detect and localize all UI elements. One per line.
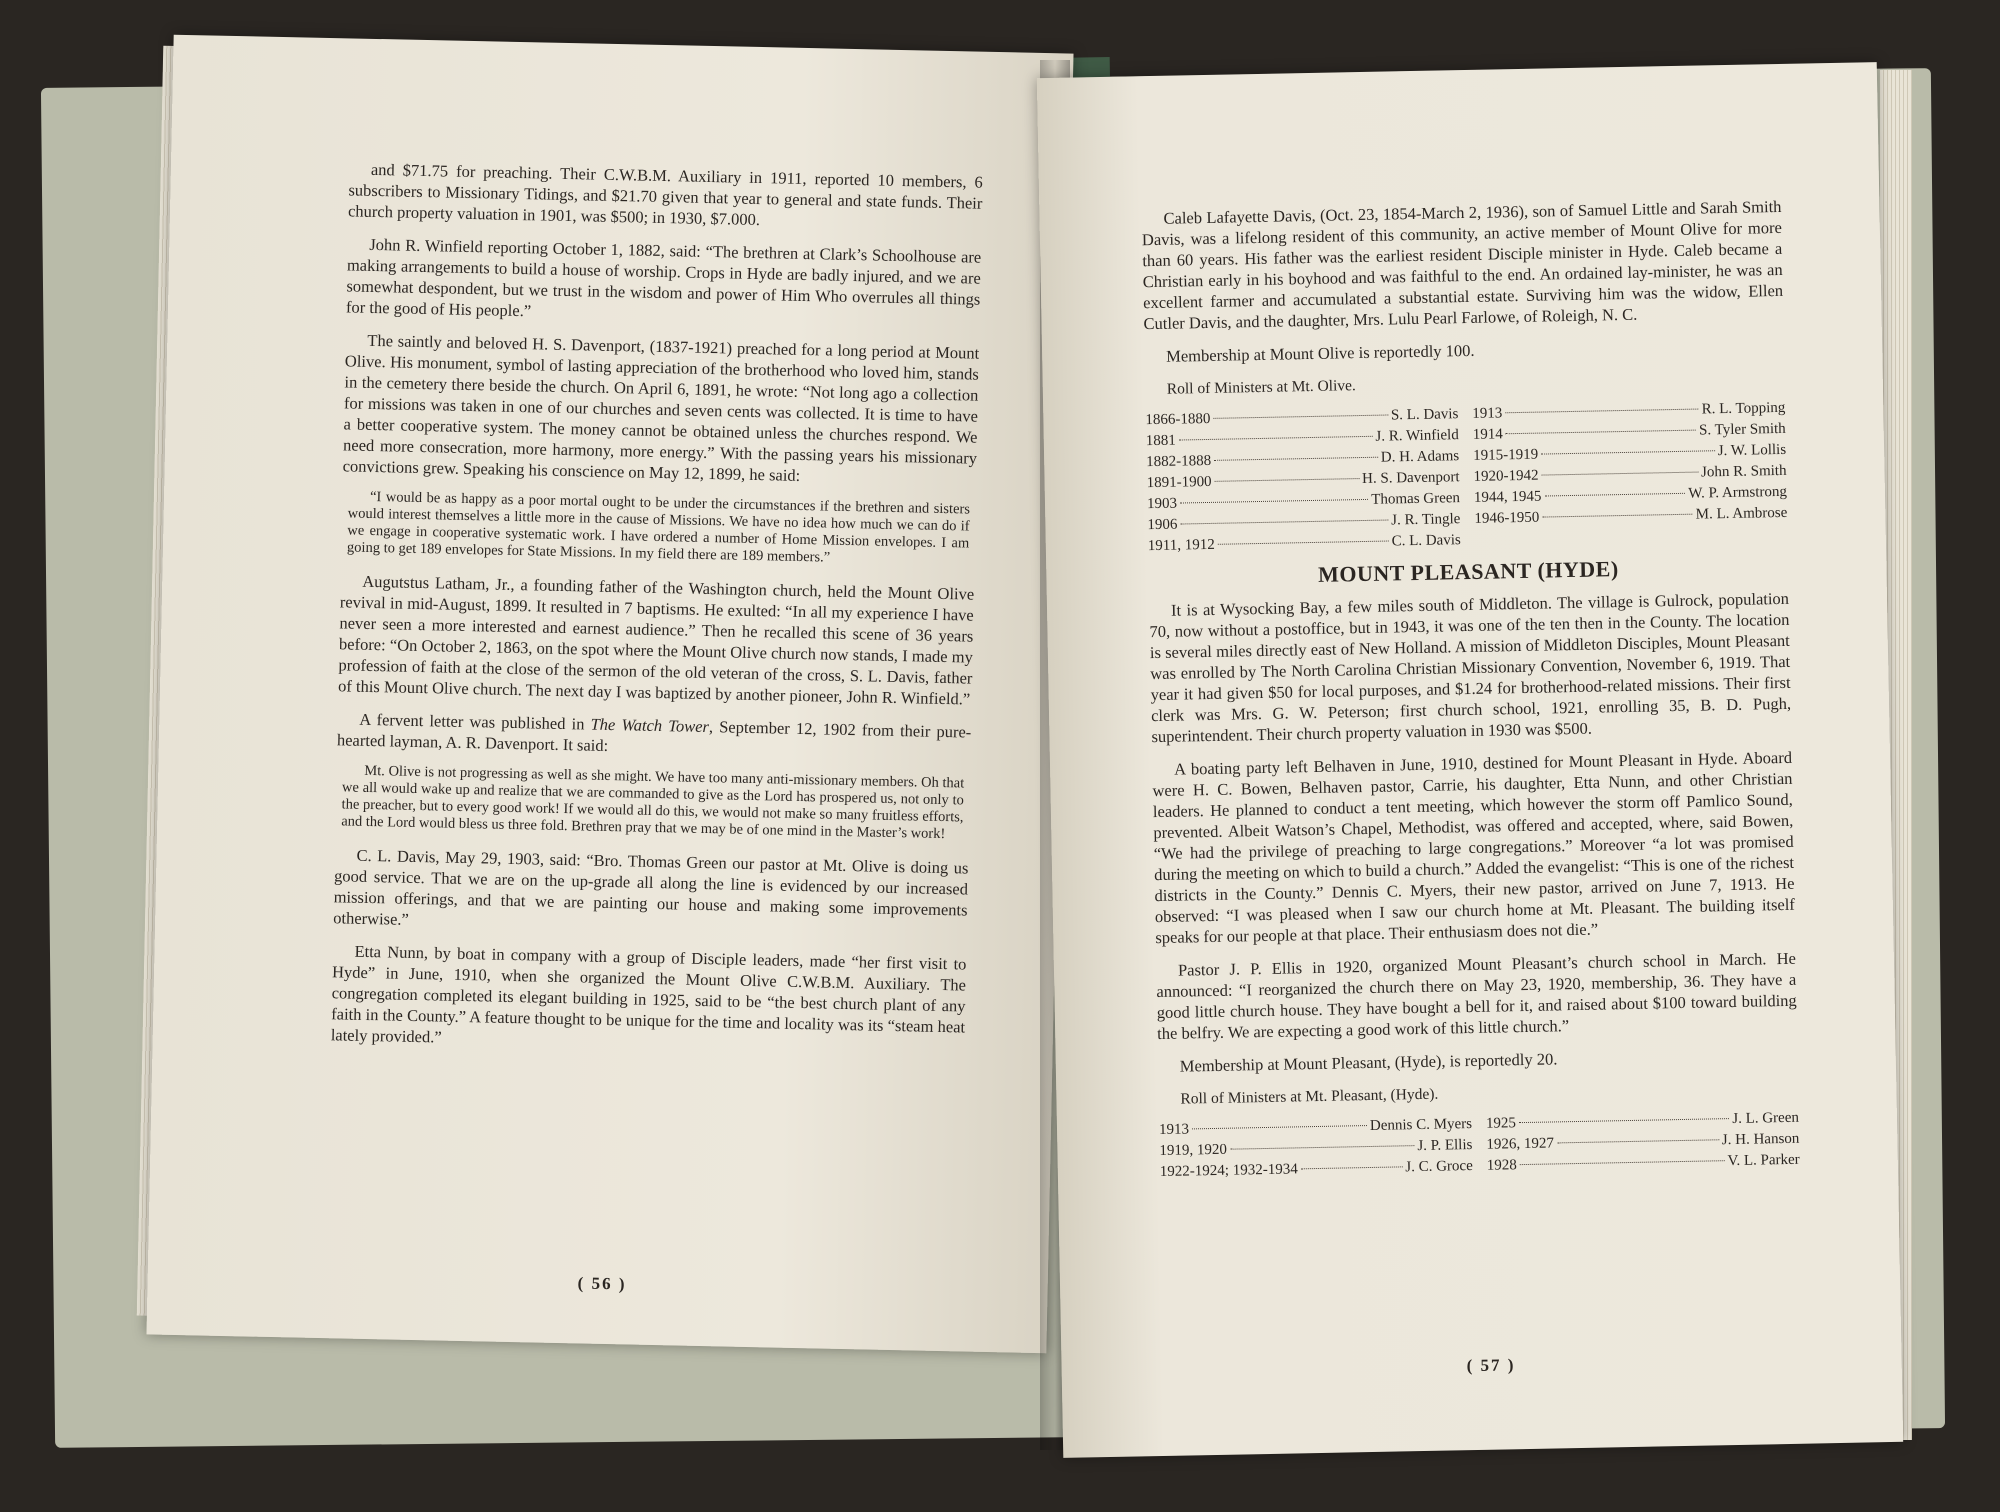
right-page-text bbox=[1141, 196, 1800, 1183]
roll-years: 1913 bbox=[1472, 405, 1503, 422]
roll-years: 1925 bbox=[1485, 1115, 1517, 1132]
block-quote: Mt. Olive is not progressing as well as she might. We have too many anti-missionary members. Oh that we all would wake up and realize that we are commanded to give as the Lord has prospered us, not only to the preacher, but to every good work! If we would all do this, we would not make so many fruitless efforts, and the Lord would bless us three fold. Brethren pray that we may be of one mind in the Master’s work! bbox=[341, 762, 965, 843]
roll-years: 1928 bbox=[1486, 1157, 1517, 1174]
roll-years: 1882-1888 bbox=[1146, 452, 1212, 471]
paragraph: John R. Winfield reporting October 1, 1882, said: “The brethren at Clark’s Schoolhouse are making arrangements to build a house of worship. Crops in Hyde are badly injured, and we are somewhat despondent, but we trust in the wisdom and power of Him Who overrules all things for the good of His people.” bbox=[345, 234, 982, 321]
roll-heading: Roll of Ministers at Mt. Olive. bbox=[1166, 377, 1356, 398]
paragraph: The saintly and beloved H. S. Davenport, (1837-1921) preached for a long period at Mount Olive. His monument, symbol of lasting appreciation of the brotherhood who loved him, stands in the cemetery there beside the church. On April 6, 1891, he wrote: “Not long ago a collection for missions was taken in one of our churches and seven cents was collected. It is time to have a better cooperative system. The money cannot be obtained unless the churches respond. We need more consecration, more harmony, more energy.” With the passing years his missionary convictions grew. Speaking his conscience on May 12, 1899, he said: bbox=[342, 330, 980, 485]
roll-minister-name: J. P. Ellis bbox=[1417, 1137, 1473, 1155]
roll-minister-name: John R. Smith bbox=[1700, 462, 1787, 481]
dot-leader bbox=[1544, 493, 1685, 497]
roll-years: 1903 bbox=[1146, 495, 1178, 513]
roll-years: 1920-1942 bbox=[1473, 467, 1539, 485]
roll-minister-name: W. P. Armstrong bbox=[1688, 483, 1788, 502]
right-page bbox=[1037, 62, 1903, 1458]
left-page-text bbox=[330, 158, 983, 1070]
roll-of-ministers-mt-pleasant bbox=[1159, 1108, 1800, 1183]
page-number: ( 56 ) bbox=[577, 1273, 627, 1294]
dot-leader bbox=[1542, 472, 1699, 476]
roll-minister-name: J. R. Winfield bbox=[1375, 427, 1459, 445]
roll-years: 1911, 1912 bbox=[1147, 536, 1215, 555]
roll-years: 1881 bbox=[1145, 432, 1176, 450]
roll-minister-name: V. L. Parker bbox=[1727, 1151, 1800, 1170]
paragraph: C. L. Davis, May 29, 1903, said: “Bro. Thomas Green our pastor at Mt. Olive is doing us good service. That we are on the up-grade all along the line is evidenced by our increased mission offerings, and that we are painting our house and making some improvements otherwise.” bbox=[333, 845, 969, 929]
roll-minister-name: J. W. Lollis bbox=[1717, 441, 1787, 460]
dot-leader bbox=[1505, 409, 1698, 414]
dot-leader bbox=[1519, 1118, 1729, 1123]
dot-leader bbox=[1557, 1139, 1719, 1143]
roll-years: 1919, 1920 bbox=[1159, 1141, 1228, 1160]
roll-minister-name: Thomas Green bbox=[1371, 490, 1461, 508]
dot-leader bbox=[1179, 436, 1373, 441]
roll-minister-name: M. L. Ambrose bbox=[1695, 504, 1788, 523]
left-page bbox=[146, 35, 1073, 1354]
roll-minister-name: S. Tyler Smith bbox=[1698, 420, 1786, 439]
roll-years: 1926, 1927 bbox=[1486, 1135, 1555, 1153]
dot-leader bbox=[1506, 430, 1696, 435]
paragraph: A boating party left Belhaven in June, 1910, destined for Mount Pleasant in Hyde. Aboard were H. C. Bowen, Belhaven pastor, Carrie, his daughter, Etta Nunn, and other Christian leaders. He planned to conduct a tent meeting, which however the storm off Pamlico Sound, prevented. Albeit Watson’s Chapel, Methodist, was offered and accepted, where, said Bowen, “We had the privilege of preaching to large congregations.” Moreover “a lot was promised during the meeting on which to build a church.” Added the evangelist: “This is one of the richest districts in the County.” Dennis C. Myers, their new pastor, arrived on June 7, 1913. He observed: “I was pleased when I saw our church home at Mt. Pleasant. The building itself speaks for our people at that place. Their enthusiasm does not die.” bbox=[1152, 747, 1796, 948]
roll-minister-name: J. R. Tingle bbox=[1391, 511, 1461, 529]
roll-minister-name: S. L. Davis bbox=[1390, 406, 1459, 424]
paragraph: It is at Wysocking Bay, a few miles south of Middleton. The village is Gulrock, population 70, now without a postoffice, but in 1943, it was one of the ten then in the County. The location is several miles directly east of New Holland. A mission of Middleton Disciples, Mount Pleasant was enrolled by The North Carolina Christian Missionary Convention, November 6, 1919. That year it had given $50 for local purposes, and $1.24 for brotherhood-related missions. Their first clerk was Mrs. G. W. Peterson; first church school, 1921, enrolling 35, B. D. Pugh, superintendent. Their church property valuation in 1930 was $500. bbox=[1149, 588, 1792, 747]
paragraph: Membership at Mount Pleasant, (Hyde), is reportedly 20. bbox=[1179, 1049, 1558, 1076]
roll-column bbox=[1486, 1108, 1800, 1177]
dot-leader bbox=[1301, 1166, 1403, 1169]
paragraph: Etta Nunn, by boat in company with a group of Disciple leaders, made “her first visit to Hyde” in June, 1910, when she organized the Mount Olive C.W.B.M. Auxiliary. The congregation completed its elegant building in 1925, said to be “the best church plant of any faith in the County.” A feature thought to be unique for the time and locality was its “steam heat lately provided.” bbox=[330, 941, 967, 1047]
dot-leader bbox=[1214, 457, 1378, 461]
roll-minister-name: R. L. Topping bbox=[1701, 399, 1786, 418]
page-number: ( 57 ) bbox=[1466, 1355, 1516, 1376]
roll-years: 1915-1919 bbox=[1473, 446, 1539, 464]
roll-years: 1922-1924; 1932-1934 bbox=[1159, 1161, 1298, 1181]
paragraph: and $71.75 for preaching. Their C.W.B.M. Auxiliary in 1911, reported 10 members, 6 subscribers to Missionary Tidings, and $21.70 given that year to general and state funds. Their church property valuation in 1901, was $500; in 1930, $7.000. bbox=[347, 159, 983, 230]
dot-leader bbox=[1520, 1160, 1725, 1165]
roll-years: 1946-1950 bbox=[1474, 509, 1540, 527]
dot-leader bbox=[1541, 450, 1715, 454]
dot-leader bbox=[1218, 541, 1389, 545]
paragraph: Membership at Mount Olive is reportedly 100. bbox=[1166, 340, 1475, 366]
roll-column bbox=[1145, 404, 1461, 557]
roll-minister-name: D. H. Adams bbox=[1380, 448, 1460, 466]
paragraph bbox=[337, 708, 972, 763]
roll-minister-name: C. L. Davis bbox=[1391, 532, 1461, 550]
roll-years: 1906 bbox=[1147, 516, 1178, 534]
roll-column bbox=[1472, 398, 1788, 551]
roll-years: 1866-1880 bbox=[1145, 410, 1211, 429]
roll-minister-name: J. C. Groce bbox=[1405, 1158, 1473, 1176]
roll-column bbox=[1159, 1114, 1473, 1183]
section-heading: MOUNT PLEASANT (HYDE) bbox=[1317, 556, 1619, 587]
block-quote: “I would be as happy as a poor mortal ought to be under the circumstances if the brethren and sisters would interest themselves a little more in the cause of Missions. We have no idea how much we can do if we engage in cooperative systematic work. I have ordered a number of Home Mission envelopes. I am going to get 189 envelopes for State Missions. In my field there are 189 members.” bbox=[346, 488, 971, 566]
publication-title: The Watch Tower bbox=[590, 714, 710, 737]
paragraph: Caleb Lafayette Davis, (Oct. 23, 1854-March 2, 1936), son of Samuel Little and Sarah Smith Davis, was a lifelong resident of this community, an active member of Mount Olive for more than 60 years. His father was the earliest resident Disciple minister in Hyde. Caleb became a Christian early in his boyhood and was faithful to the end. An ordained lay-minister, he was an excellent farmer and accumulated a substantial estate. Surviving him was the widow, Ellen Cutler Davis, and the daughter, Mrs. Lulu Pearl Farlowe, of Roleigh, N. C. bbox=[1141, 196, 1784, 334]
roll-minister-name: Dennis C. Myers bbox=[1369, 1116, 1473, 1134]
roll-years: 1913 bbox=[1158, 1121, 1190, 1139]
roll-of-ministers-mt-olive bbox=[1145, 398, 1788, 557]
dot-leader bbox=[1542, 514, 1692, 518]
roll-years: 1914 bbox=[1472, 426, 1503, 443]
dot-leader bbox=[1213, 415, 1387, 419]
roll-minister-name: J. H. Hanson bbox=[1721, 1130, 1800, 1149]
dot-leader bbox=[1230, 1145, 1414, 1150]
dot-leader bbox=[1192, 1125, 1367, 1129]
paragraph: Augutstus Latham, Jr., a founding father of the Washington church, held the Mount Olive revival in mid-August, 1899. It resulted in 7 baptisms. He exulted: “In all my experience I have never seen a more interested and earnest audience.” Then he recalled this scene of 36 years before: “On October 2, 1863, on the spot where the Mount Olive church now stands, I made my profession of faith at the close of the sermon of the old veteran of the cross, S. L. Davis, father of this Mount Olive church. The next day I was baptized by another pioneer, John R. Winfield.” bbox=[337, 571, 975, 709]
text-span: A fervent letter was published in bbox=[359, 709, 591, 734]
roll-minister-name: J. L. Green bbox=[1732, 1109, 1800, 1128]
dot-leader bbox=[1215, 478, 1359, 482]
dot-leader bbox=[1180, 499, 1368, 504]
roll-minister-name: H. S. Davenport bbox=[1361, 469, 1460, 488]
dot-leader bbox=[1180, 520, 1388, 525]
paragraph: Pastor J. P. Ellis in 1920, organized Mount Pleasant’s church school in March. He announced: “I reorganized the church there on May 23, 1920, membership, 36. They have a good little church house. They have bought a bell for it, and raised about $100 toward building the belfry. We are expecting a good work of this little church.” bbox=[1156, 948, 1797, 1044]
roll-heading: Roll of Ministers at Mt. Pleasant, (Hyde). bbox=[1180, 1085, 1439, 1108]
roll-years: 1891-1900 bbox=[1146, 473, 1212, 492]
text-span: , September 12, 1902 from their pure-hearted layman, A. R. Davenport. It said: bbox=[336, 717, 972, 755]
roll-years: 1944, 1945 bbox=[1473, 488, 1542, 506]
